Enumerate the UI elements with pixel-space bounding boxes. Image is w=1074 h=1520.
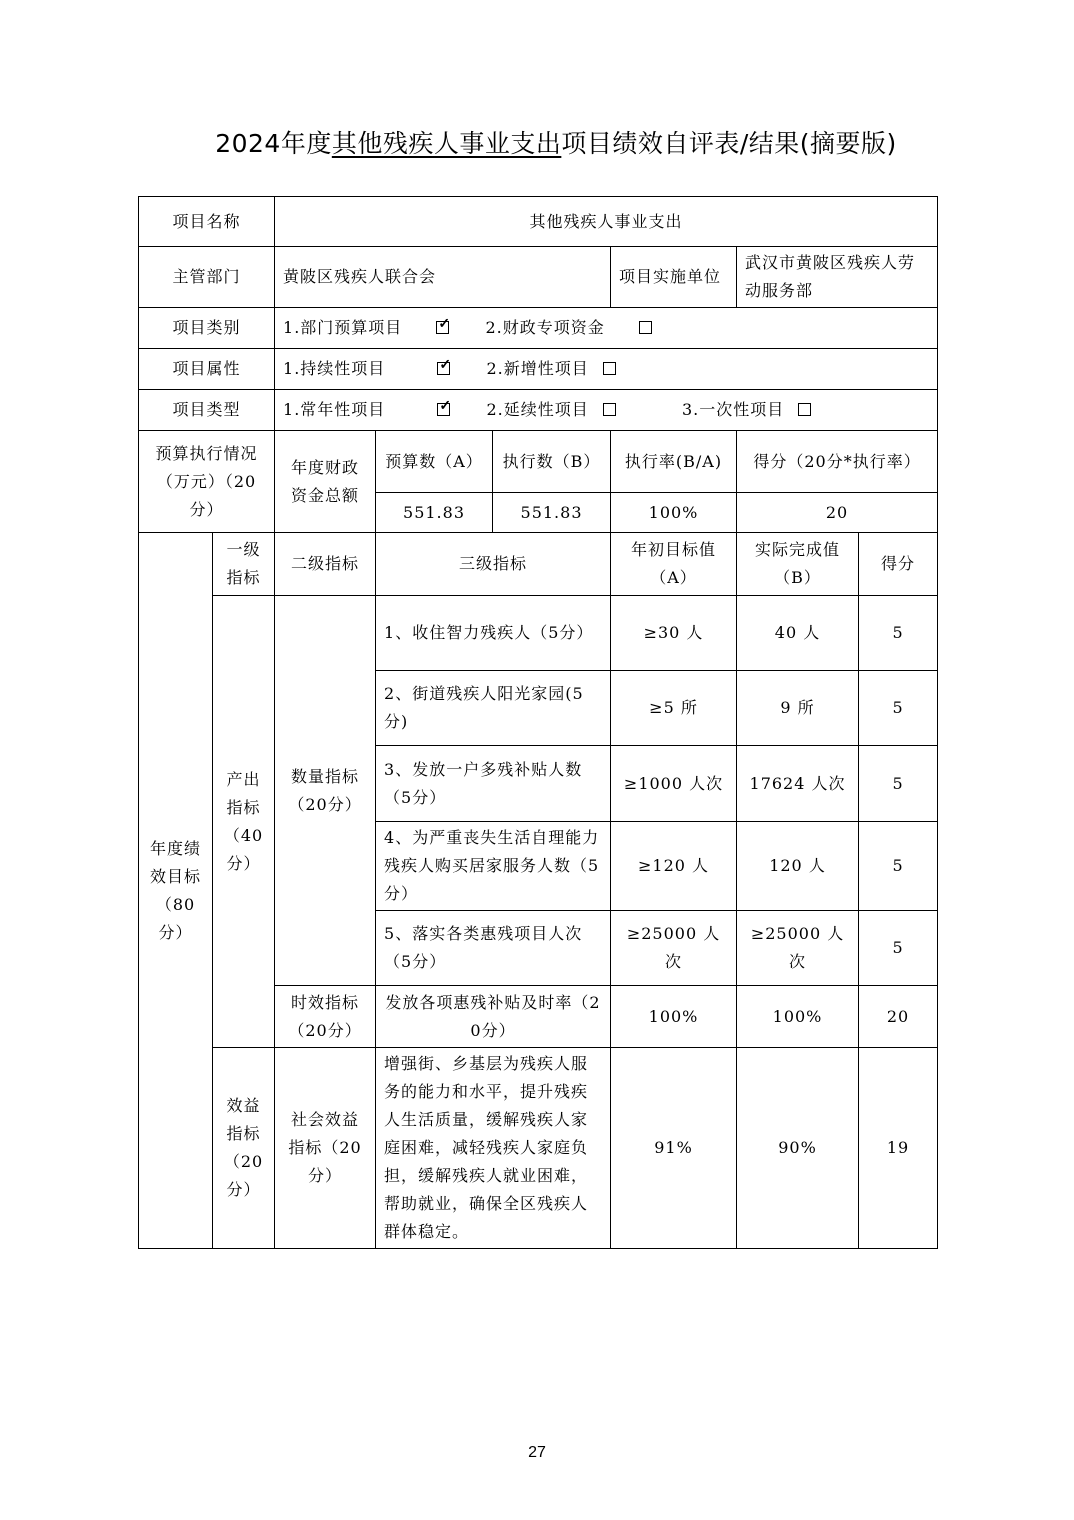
- type-opt3: 3.一次性项目: [681, 400, 785, 419]
- page-number: 27: [528, 1444, 546, 1461]
- checkbox-empty-icon[interactable]: [798, 403, 811, 416]
- row-category: [139, 308, 938, 349]
- budget-col-a: 预算数（A）: [376, 431, 493, 493]
- indicator-actual: ≥25000 人次: [737, 911, 859, 986]
- indicator-score: 20: [859, 986, 938, 1048]
- title-prefix: 2024年度: [215, 129, 332, 158]
- quantity-indicator-label: 数量指标（20分）: [275, 596, 376, 986]
- category-label: 项目类别: [139, 308, 275, 349]
- header-target: 年初目标值（A）: [611, 533, 737, 596]
- attribute-label: 项目属性: [139, 349, 275, 390]
- header-actual: 实际完成值（B）: [737, 533, 859, 596]
- row-project-name: [139, 197, 938, 247]
- indicator-name: 5、落实各类惠残项目人次（5分）: [376, 911, 611, 986]
- evaluation-table: [138, 196, 938, 1249]
- indicator-target: 100%: [611, 986, 737, 1048]
- budget-rate-value: 100%: [611, 493, 737, 533]
- budget-score-value: 20: [737, 493, 938, 533]
- attribute-opt1: 1.持续性项目: [283, 359, 386, 378]
- indicator-actual: 40 人: [737, 596, 859, 671]
- page-title: [0, 124, 1074, 160]
- category-options: [275, 308, 938, 349]
- indicator-target: ≥25000 人次: [611, 911, 737, 986]
- row-type: [139, 390, 938, 431]
- indicator-score: 5: [859, 746, 938, 822]
- timeliness-indicator-label: 时效指标（20分）: [275, 986, 376, 1048]
- unit-value: 武汉市黄陂区残疾人劳动服务部: [737, 247, 938, 308]
- type-options: [275, 390, 938, 431]
- row-department: [139, 247, 938, 308]
- social-benefit-label: 社会效益指标（20分）: [275, 1048, 376, 1249]
- checkbox-empty-icon[interactable]: [603, 362, 616, 375]
- output-indicator-label: 产出指标（40分）: [213, 596, 275, 1048]
- type-opt1: 1.常年性项目: [283, 400, 386, 419]
- header-score: 得分: [859, 533, 938, 596]
- budget-col-rate: 执行率(B/A): [611, 431, 737, 493]
- indicator-actual: 9 所: [737, 671, 859, 746]
- indicator-name: 发放各项惠残补贴及时率（20分）: [376, 986, 611, 1048]
- budget-a-value: 551.83: [376, 493, 493, 533]
- unit-label: 项目实施单位: [611, 247, 737, 308]
- budget-b-value: 551.83: [493, 493, 611, 533]
- attribute-opt2: 2.新增性项目: [486, 359, 589, 378]
- checkbox-checked-icon[interactable]: [437, 362, 450, 375]
- category-opt2: 2.财政专项资金: [485, 318, 605, 337]
- category-opt1: 1.部门预算项目: [283, 318, 403, 337]
- type-opt2: 2.延续性项目: [486, 400, 589, 419]
- indicator-name: 1、收住智力残疾人（5分）: [376, 596, 611, 671]
- type-label: 项目类型: [139, 390, 275, 431]
- row-budget-header: [139, 431, 938, 493]
- checkbox-empty-icon[interactable]: [639, 321, 652, 334]
- indicator-score: 5: [859, 822, 938, 911]
- annual-goal-label: 年度绩效目标（80分）: [139, 533, 213, 1249]
- title-suffix: 项目绩效自评表/结果(摘要版): [561, 129, 897, 158]
- project-name-value: 其他残疾人事业支出: [275, 197, 938, 247]
- budget-col-b: 执行数（B）: [493, 431, 611, 493]
- indicator-name: 4、为严重丧失生活自理能力残疾人购买居家服务人数（5分）: [376, 822, 611, 911]
- checkbox-empty-icon[interactable]: [603, 403, 616, 416]
- indicator-actual: 17624 人次: [737, 746, 859, 822]
- header-level1: 一级指标: [213, 533, 275, 596]
- budget-label: 预算执行情况（万元）（20分）: [139, 431, 275, 533]
- indicator-target: ≥30 人: [611, 596, 737, 671]
- dept-value: 黄陂区残疾人联合会: [275, 247, 611, 308]
- indicator-score: 5: [859, 911, 938, 986]
- budget-total-label: 年度财政资金总额: [275, 431, 376, 533]
- attribute-options: [275, 349, 938, 390]
- indicator-name: 2、街道残疾人阳光家园(5分): [376, 671, 611, 746]
- indicator-actual: 100%: [737, 986, 859, 1048]
- checkbox-checked-icon[interactable]: [437, 403, 450, 416]
- title-project: 其他残疾人事业支出: [331, 129, 562, 158]
- checkbox-checked-icon[interactable]: [436, 321, 449, 334]
- header-level3: 三级指标: [376, 533, 611, 596]
- row-indicator-header: [139, 533, 938, 596]
- benefit-indicator-label: 效益指标（20分）: [213, 1048, 275, 1249]
- budget-col-score: 得分（20分*执行率）: [737, 431, 938, 493]
- indicator-actual: 90%: [737, 1048, 859, 1249]
- indicator-target: ≥1000 人次: [611, 746, 737, 822]
- indicator-target: ≥120 人: [611, 822, 737, 911]
- indicator-target: ≥5 所: [611, 671, 737, 746]
- indicator-score: 5: [859, 596, 938, 671]
- indicator-score: 19: [859, 1048, 938, 1249]
- project-name-label: 项目名称: [139, 197, 275, 247]
- indicator-actual: 120 人: [737, 822, 859, 911]
- dept-label: 主管部门: [139, 247, 275, 308]
- indicator-score: 5: [859, 671, 938, 746]
- table-row: [139, 596, 938, 671]
- table-row: [139, 1048, 938, 1249]
- indicator-name: 增强街、乡基层为残疾人服务的能力和水平，提升残疾人生活质量，缓解残疾人家庭困难，减轻残疾人家庭负担，缓解残疾人就业困难，帮助就业，确保全区残疾人群体稳定。: [376, 1048, 611, 1249]
- row-attribute: [139, 349, 938, 390]
- indicator-name: 3、发放一户多残补贴人数（5分）: [376, 746, 611, 822]
- header-level2: 二级指标: [275, 533, 376, 596]
- indicator-target: 91%: [611, 1048, 737, 1249]
